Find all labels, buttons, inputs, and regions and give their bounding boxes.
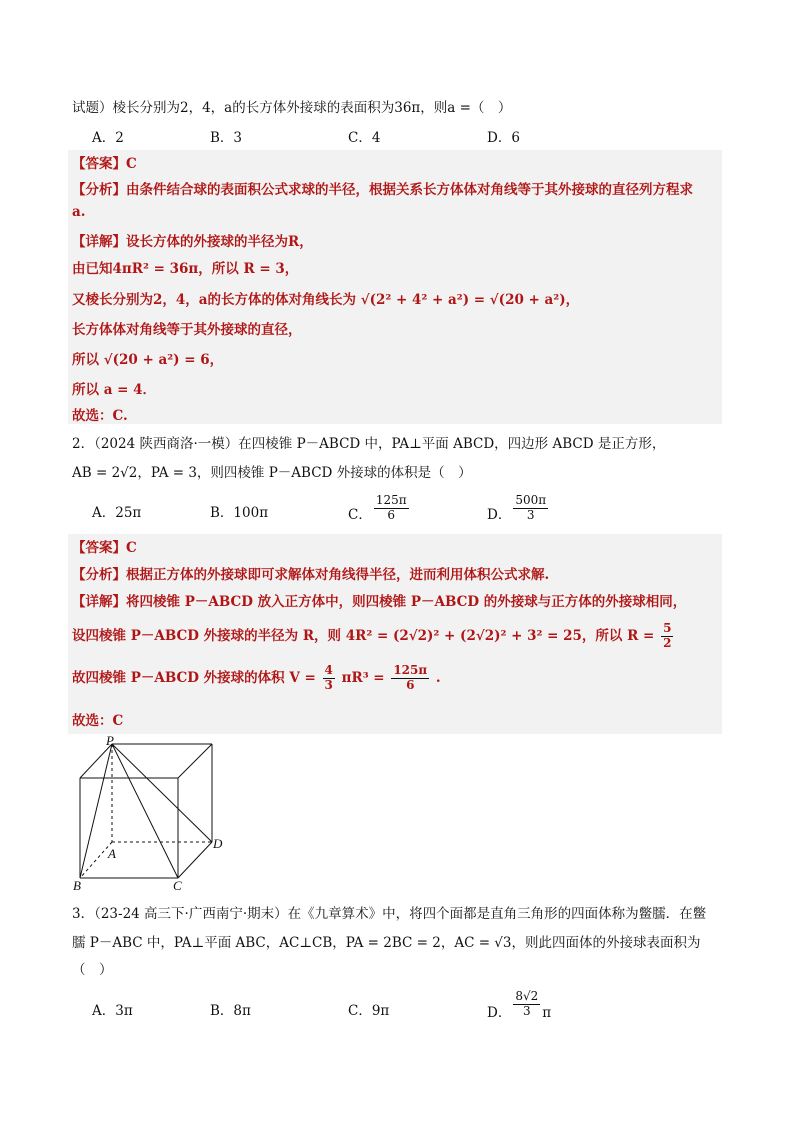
q1-detail-5: 所以 √(20 + a²) = 6， — [72, 352, 224, 368]
q1-option-c[interactable]: C．4 — [348, 130, 381, 146]
q3-option-d-num: 8√2 — [515, 989, 539, 1003]
q1-option-d[interactable]: D．6 — [487, 130, 520, 146]
q2-options — [92, 494, 652, 528]
q1-analysis: 【分析】由条件结合球的表面积公式求球的半径，根据关系长方体体对角线等于其外接球的直径列方程求 — [72, 182, 693, 198]
q2-detail-3-f1-num: 4 — [324, 663, 333, 677]
q2-option-d-den: 3 — [526, 507, 535, 522]
q2-detail-3-fraction-2 — [391, 664, 429, 693]
q2-option-d-fraction — [513, 494, 548, 523]
q3-stem-1: 3．（23-24 高三下·广西南宁·期末）在《九章算术》中，将四个面都是直角三角形的四面体称为鳖臑．在鳖 — [72, 906, 707, 922]
q3-option-d-suffix: π — [542, 1004, 552, 1021]
q1-detail-3-math: √(2² + 4² + a²) = √(20 + a²)， — [360, 292, 580, 308]
q1-analysis-cont: a. — [72, 204, 86, 220]
q1-detail-4: 长方体体对角线等于其外接球的直径， — [72, 322, 302, 338]
q3-stem-2: 臑 P－ABC 中，PA⊥平面 ABC，AC⊥CB，PA = 2BC = 2，AC = √3，则此四面体的外接球表面积为 — [72, 935, 701, 951]
q2-option-c-fraction — [374, 494, 409, 523]
q2-option-c-den: 6 — [387, 507, 396, 522]
q2-detail-2-num: 5 — [663, 621, 672, 635]
q1-detail-3-text: 又棱长分别为2，4，a的长方体的体对角线长为 — [72, 292, 357, 308]
figure-label-C: C — [173, 878, 182, 892]
q2-option-d[interactable] — [487, 494, 550, 523]
q3-option-c[interactable]: C．9π — [348, 1003, 390, 1019]
q2-stem-2: AB = 2√2，PA = 3，则四棱锥 P－ABCD 外接球的体积是（ ） — [72, 465, 472, 481]
q3-option-b[interactable]: B．8π — [210, 1003, 251, 1019]
q2-detail-3-f2-den: 6 — [406, 677, 415, 692]
q2-detail-3-mid: πR³ = — [341, 669, 385, 686]
q2-detail-2 — [72, 622, 675, 651]
q2-detail-3 — [72, 664, 441, 693]
cube-pyramid-figure — [72, 736, 224, 892]
q1-detail-6: 所以 a = 4． — [72, 382, 157, 398]
figure-label-D: D — [213, 836, 223, 851]
q3-option-d[interactable] — [487, 990, 551, 1019]
q3-stem-3: （ ） — [72, 962, 113, 978]
q2-option-d-num: 500π — [515, 493, 547, 507]
q2-detail-3-fraction-1 — [323, 664, 335, 693]
q2-detail-3-text: 故四棱锥 P－ABCD 外接球的体积 V = — [72, 669, 316, 686]
q2-detail-1: 【详解】将四棱锥 P－ABCD 放入正方体中，则四棱锥 P－ABCD 的外接球与正方体的外接球相同， — [72, 594, 687, 610]
q2-detail-3-f1-den: 3 — [324, 677, 333, 692]
q1-detail-2: 由已知4πR² = 36π，所以 R = 3， — [72, 261, 299, 277]
q2-stem-1: 2．（2024 陕西商洛·一模）在四棱锥 P－ABCD 中，PA⊥平面 ABCD，四边形 ABCD 是正方形， — [72, 436, 666, 452]
q2-detail-2-den: 2 — [663, 635, 672, 650]
q1-stem: 试题）棱长分别为2，4，a的长方体外接球的表面积为36π，则a =（ ） — [72, 100, 512, 116]
q3-option-d-den: 3 — [522, 1003, 531, 1018]
q3-option-a[interactable]: A．3π — [92, 1003, 133, 1019]
q3-options — [92, 990, 652, 1024]
q3-option-d-letter: D． — [487, 1004, 512, 1021]
q2-detail-3-end: . — [435, 669, 441, 686]
figure-label-A: A — [108, 846, 116, 861]
figure-label-B: B — [73, 878, 81, 892]
q2-detail-4: 故选：C — [72, 713, 124, 729]
q2-option-c-letter: C． — [348, 506, 372, 523]
q1-option-b[interactable]: B．3 — [210, 130, 243, 146]
q2-detail-2-text: 设四棱锥 P－ABCD 外接球的半径为 R，则 4R² = (2√2)² + (2√2)² + 3² = 25，所以 R = — [72, 627, 655, 644]
q1-option-a[interactable]: A．2 — [92, 130, 124, 146]
q2-detail-3-f2-num: 125π — [393, 663, 428, 677]
q2-detail-2-fraction — [661, 622, 673, 651]
figure-label-P: P — [106, 736, 114, 748]
q2-answer: 【答案】C — [72, 540, 137, 556]
q2-analysis: 【分析】根据正方体的外接球即可求解体对角线得半径，进而利用体积公式求解. — [72, 567, 550, 583]
q1-detail-7: 故选：C. — [72, 408, 128, 424]
q3-option-d-fraction — [513, 990, 540, 1019]
q1-detail-3 — [72, 288, 579, 308]
q1-detail-1: 【详解】设长方体的外接球的半径为R， — [72, 234, 313, 250]
q2-option-a[interactable]: A．25π — [92, 505, 142, 521]
q2-option-b[interactable]: B．100π — [210, 505, 269, 521]
q1-answer: 【答案】C — [72, 156, 137, 172]
q2-option-d-letter: D． — [487, 506, 512, 523]
q2-option-c[interactable] — [348, 494, 411, 523]
q2-option-c-num: 125π — [375, 493, 407, 507]
